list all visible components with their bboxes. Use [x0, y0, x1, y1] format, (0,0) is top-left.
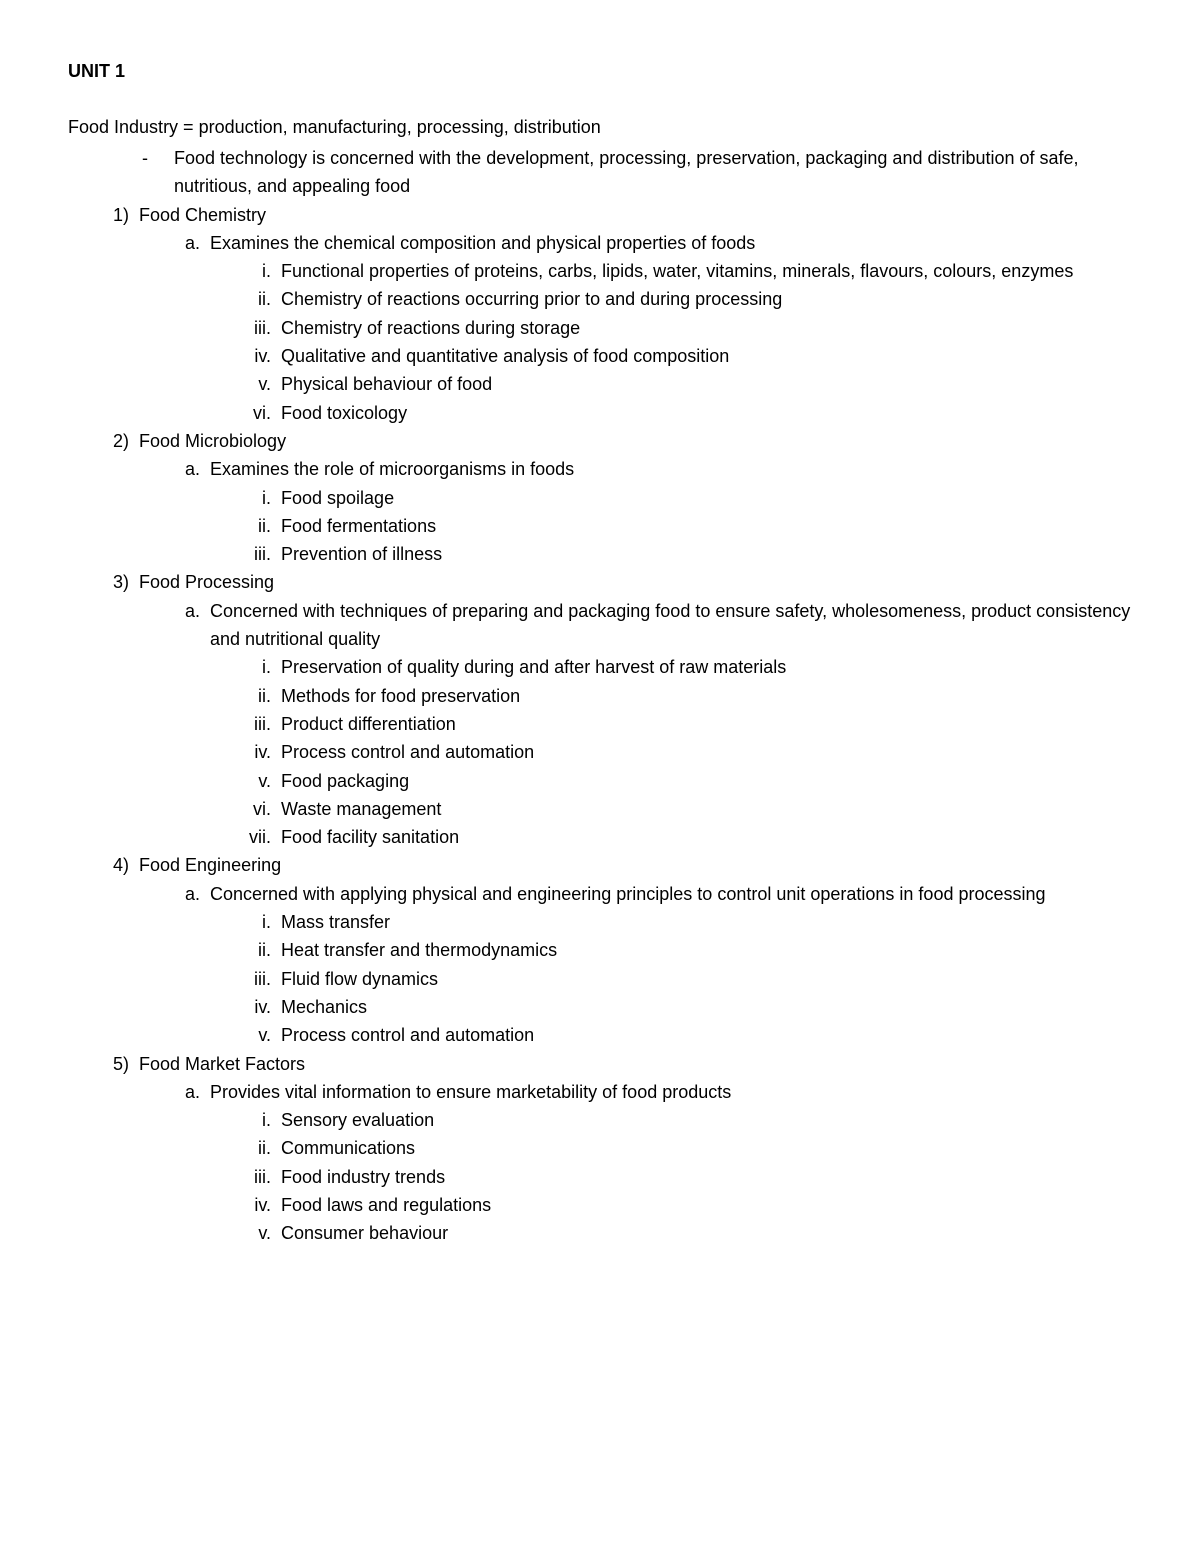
- outline-item: [0, 1106, 1200, 1134]
- outline-item: [0, 936, 1200, 964]
- outline-item: [0, 682, 1200, 710]
- outline-text: Food packaging: [281, 770, 410, 791]
- outline-item: [0, 370, 1200, 398]
- outline-text: Food facility sanitation: [281, 827, 460, 848]
- outline-item: [0, 795, 1200, 823]
- outline-item: [0, 229, 1200, 257]
- outline-item: [0, 1078, 1200, 1106]
- outline-item: [0, 342, 1200, 370]
- outline-marker: iv.: [254, 346, 271, 367]
- outline-marker: v.: [258, 374, 271, 395]
- outline-text: Waste management: [281, 798, 442, 819]
- outline-item: [0, 1134, 1200, 1162]
- outline-text: Physical behaviour of food: [281, 374, 493, 395]
- outline-marker: i.: [262, 912, 271, 933]
- outline-text: Food Chemistry: [139, 204, 267, 225]
- outline-text: Food industry trends: [281, 1166, 446, 1187]
- outline-item: [0, 1021, 1200, 1049]
- outline-item: [0, 597, 1200, 654]
- outline-item: [0, 314, 1200, 342]
- outline-marker: a.: [184, 232, 200, 253]
- outline-item: [0, 144, 1200, 201]
- outline-text: Food spoilage: [281, 487, 395, 508]
- outline-marker: a.: [184, 883, 200, 904]
- outline-text: Communications: [281, 1138, 416, 1159]
- outline-item: [0, 201, 1200, 229]
- outline-item: [0, 427, 1200, 455]
- outline-text: Mechanics: [281, 996, 368, 1017]
- outline-item: [0, 710, 1200, 738]
- outline-marker: iv.: [254, 996, 271, 1017]
- outline-item: [0, 399, 1200, 427]
- outline-item: [0, 993, 1200, 1021]
- outline-marker: ii.: [258, 940, 271, 961]
- outline-marker: a.: [184, 459, 200, 480]
- outline-text: Food Engineering: [139, 855, 282, 876]
- outline-marker: v.: [258, 1025, 271, 1046]
- outline-marker: 2): [112, 430, 129, 451]
- outline-marker: vi.: [253, 798, 271, 819]
- outline-marker: i.: [262, 261, 271, 282]
- outline-text: Process control and automation: [281, 1025, 535, 1046]
- outline-marker: v.: [258, 770, 271, 791]
- outline-marker: iv.: [254, 1194, 271, 1215]
- outline-item: [0, 1219, 1200, 1247]
- outline-text: Examines the role of microorganisms in foods: [210, 459, 575, 480]
- outline-text: Food toxicology: [281, 402, 408, 423]
- outline-text: Product differentiation: [281, 713, 456, 734]
- outline-marker: 1): [112, 204, 129, 225]
- outline-text: Concerned with applying physical and engineering principles to control unit operations in food processing: [210, 883, 1046, 904]
- outline-item: [0, 851, 1200, 879]
- outline-marker: iii.: [254, 968, 271, 989]
- outline-marker: vii.: [249, 827, 271, 848]
- outline-marker: iii.: [254, 713, 271, 734]
- outline-text: Chemistry of reactions during storage: [281, 317, 581, 338]
- outline-item: [0, 823, 1200, 851]
- outline-text: Chemistry of reactions occurring prior to and during processing: [281, 289, 783, 310]
- outline-marker: ii.: [258, 685, 271, 706]
- outline-text: Food fermentations: [281, 515, 437, 536]
- outline-item: [0, 965, 1200, 993]
- outline-item: [0, 1050, 1200, 1078]
- outline-text: Methods for food preservation: [281, 685, 521, 706]
- outline-text: Food Processing: [139, 572, 275, 593]
- outline-text: Food Market Factors: [139, 1053, 306, 1074]
- outline-text: Qualitative and quantitative analysis of food composition: [281, 346, 730, 367]
- outline-list: [0, 144, 1200, 1248]
- outline-text: Prevention of illness: [281, 544, 443, 565]
- outline-marker: iii.: [254, 317, 271, 338]
- outline-item: [0, 285, 1200, 313]
- outline-item: [0, 540, 1200, 568]
- outline-item: [0, 767, 1200, 795]
- outline-text: Mass transfer: [281, 912, 391, 933]
- outline-text: Functional properties of proteins, carbs, lipids, water, vitamins, minerals, flavours, colours, enzymes: [281, 261, 1074, 282]
- outline-item: [0, 484, 1200, 512]
- outline-marker: 3): [112, 572, 129, 593]
- outline-marker: i.: [262, 657, 271, 678]
- outline-marker: -: [142, 148, 148, 168]
- outline-marker: ii.: [258, 1138, 271, 1159]
- outline-marker: iii.: [254, 1166, 271, 1187]
- outline-text: Food technology is concerned with the development, processing, preservation, packaging and distribution of safe, nutritious, and appealing food: [174, 148, 1079, 197]
- outline-marker: i.: [262, 487, 271, 508]
- outline-marker: i.: [262, 1110, 271, 1131]
- outline-text: Process control and automation: [281, 742, 535, 763]
- intro-line: Food Industry = production, manufacturing, processing, distribution: [68, 117, 601, 137]
- outline-marker: 4): [112, 855, 129, 876]
- outline-item: [0, 653, 1200, 681]
- outline-text: Preservation of quality during and after harvest of raw materials: [281, 657, 787, 678]
- outline-marker: ii.: [258, 515, 271, 536]
- outline-item: [0, 738, 1200, 766]
- outline-marker: a.: [184, 1081, 200, 1102]
- outline-item: [0, 455, 1200, 483]
- page-title: UNIT 1: [68, 61, 126, 81]
- outline-text: Consumer behaviour: [281, 1223, 449, 1244]
- outline-text: Sensory evaluation: [281, 1110, 435, 1131]
- outline-text: Food Microbiology: [139, 430, 287, 451]
- outline-item: [0, 568, 1200, 596]
- outline-item: [0, 512, 1200, 540]
- outline-text: Examines the chemical composition and physical properties of foods: [210, 232, 756, 253]
- outline-item: [0, 880, 1200, 908]
- outline-marker: vi.: [253, 402, 271, 423]
- outline-text: Provides vital information to ensure marketability of food products: [210, 1081, 732, 1102]
- outline-marker: a.: [184, 600, 200, 621]
- outline-item: [0, 908, 1200, 936]
- outline-item: [0, 257, 1200, 285]
- outline-text: Concerned with techniques of preparing and packaging food to ensure safety, wholesomeness, product consistency and nutritional quality: [210, 600, 1131, 650]
- outline-marker: iii.: [254, 544, 271, 565]
- outline-item: [0, 1191, 1200, 1219]
- outline-marker: 5): [112, 1053, 129, 1074]
- outline-marker: ii.: [258, 289, 271, 310]
- outline-item: [0, 1163, 1200, 1191]
- outline-text: Heat transfer and thermodynamics: [281, 940, 558, 961]
- outline-text: Food laws and regulations: [281, 1194, 492, 1215]
- outline-text: Fluid flow dynamics: [281, 968, 439, 989]
- outline-marker: v.: [258, 1223, 271, 1244]
- outline-marker: iv.: [254, 742, 271, 763]
